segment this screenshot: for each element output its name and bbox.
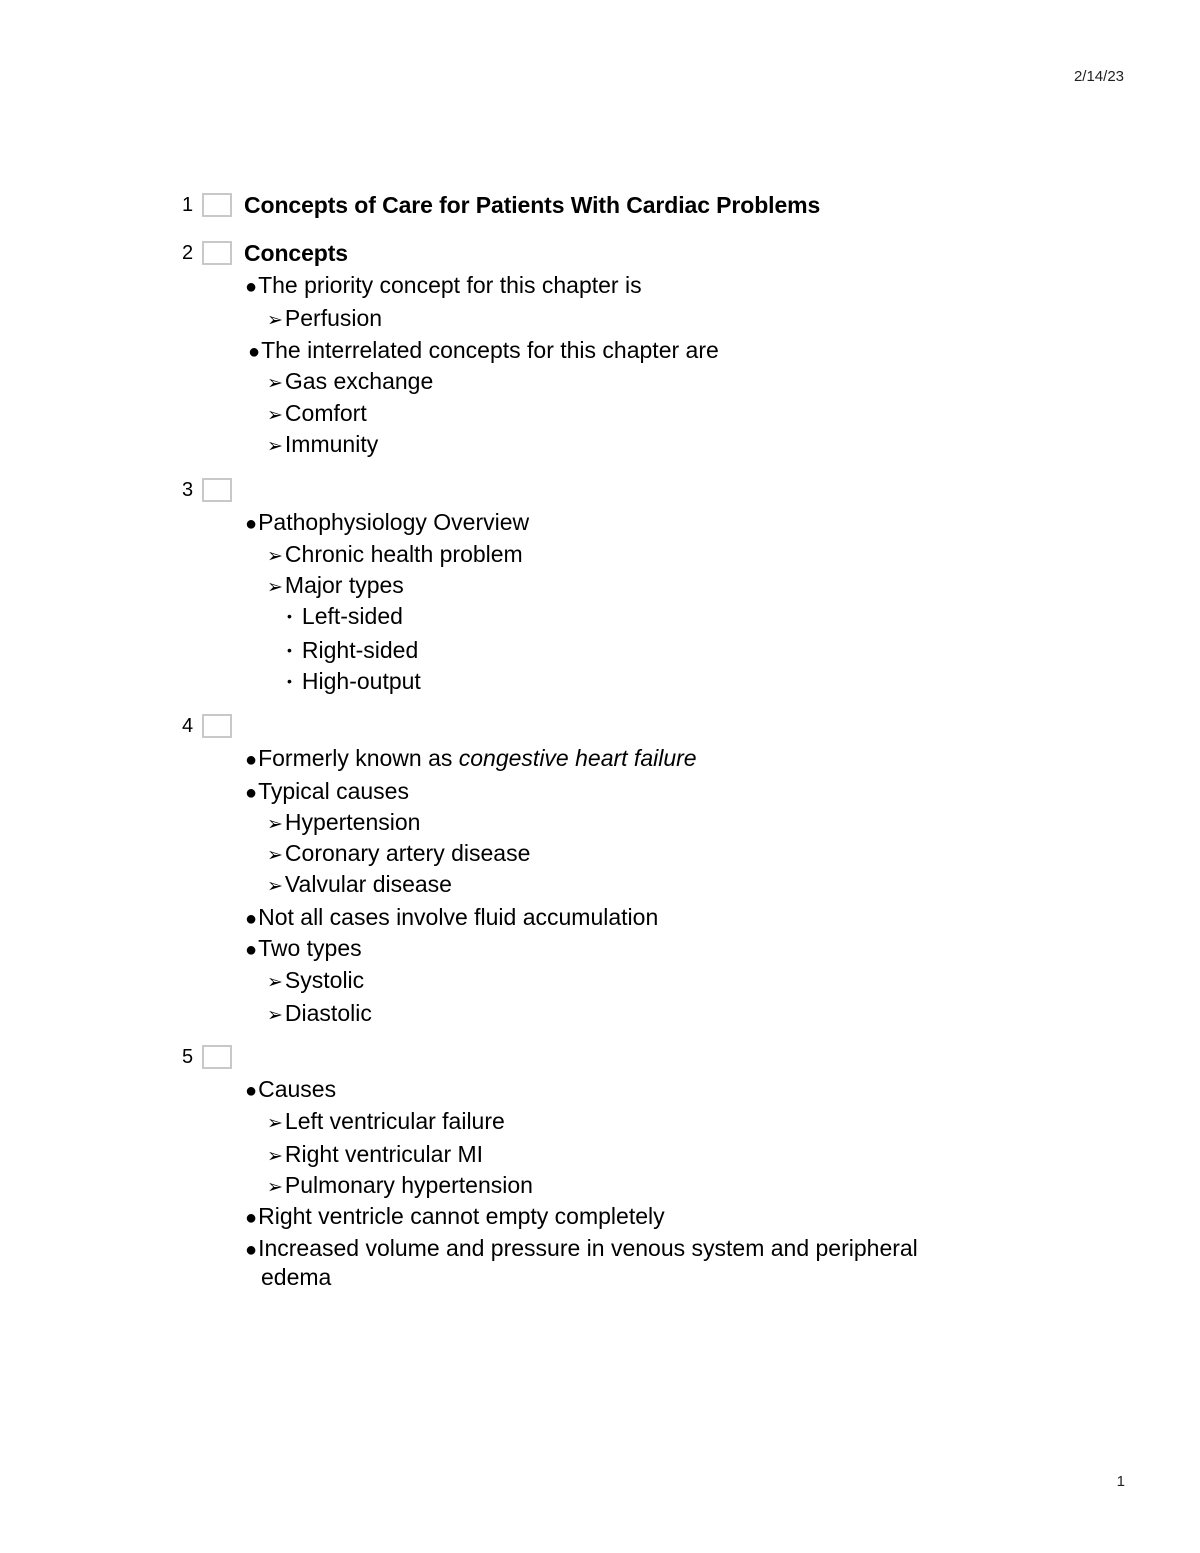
sub-sub-bullet-line: [287, 602, 403, 633]
filled-circle-bullet-icon: ●: [245, 1239, 258, 1261]
bullet-text: High-output: [301, 668, 421, 694]
bullet-text: Chronic health problem: [284, 541, 523, 567]
arrowhead-bullet-icon: ➢: [267, 405, 283, 426]
sub-sub-bullet-line: [287, 636, 418, 667]
small-dot-bullet-icon: •: [287, 642, 292, 658]
sub-bullet-line: [267, 999, 372, 1030]
arrowhead-bullet-icon: ➢: [267, 436, 283, 457]
bullet-text: Left-sided: [301, 603, 403, 629]
slide-number: 1: [182, 193, 194, 216]
slide-5-header: [182, 1041, 232, 1073]
sub-sub-bullet-line: [287, 667, 421, 698]
bullet-text: Two types: [258, 935, 362, 961]
filled-circle-bullet-icon: ●: [245, 939, 258, 961]
slide-thumbnail: [202, 241, 232, 265]
bullet-text: Perfusion: [284, 305, 383, 331]
bullet-text: Comfort: [284, 400, 367, 426]
slide-number: 5: [182, 1045, 194, 1068]
slide-number: 2: [182, 241, 194, 264]
arrowhead-bullet-icon: ➢: [267, 1146, 283, 1167]
bullet-text: Major types: [284, 572, 404, 598]
bullet-line: [245, 1234, 918, 1264]
bullet-text: Typical causes: [258, 778, 409, 804]
bullet-text: Right ventricle cannot empty completely: [258, 1203, 665, 1229]
bullet-text: Formerly known as: [258, 745, 459, 771]
sub-bullet-line: [267, 966, 364, 997]
bullet-text: Right ventricular MI: [284, 1141, 484, 1167]
slide-title: Concepts: [244, 239, 348, 266]
bullet-text: Coronary artery disease: [284, 840, 531, 866]
arrowhead-bullet-icon: ➢: [267, 876, 283, 897]
filled-circle-bullet-icon: ●: [245, 782, 258, 804]
slide-thumbnail: [202, 714, 232, 738]
bullet-text: The priority concept for this chapter is: [258, 272, 642, 298]
bullet-text: Pathophysiology Overview: [258, 509, 530, 535]
filled-circle-bullet-icon: ●: [245, 276, 258, 298]
bullet-line: [245, 903, 658, 933]
arrowhead-bullet-icon: ➢: [267, 1005, 283, 1026]
sub-bullet-line: [267, 870, 452, 901]
bullet-line: [245, 744, 697, 774]
arrowhead-bullet-icon: ➢: [267, 310, 283, 331]
slide-title: Concepts of Care for Patients With Cardiac Problems: [244, 191, 821, 218]
bullet-text: Increased volume and pressure in venous system and peripheral: [258, 1235, 918, 1261]
small-dot-bullet-icon: •: [287, 608, 292, 624]
sub-bullet-line: [267, 367, 433, 398]
sub-bullet-line: [267, 1140, 483, 1171]
filled-circle-bullet-icon: ●: [245, 1207, 258, 1229]
sub-bullet-line: [267, 1171, 533, 1202]
filled-circle-bullet-icon: ●: [245, 908, 258, 930]
slide-number: 3: [182, 478, 194, 501]
filled-circle-bullet-icon: ●: [248, 341, 261, 363]
slide-1-header: [182, 189, 820, 221]
bullet-line: [245, 1202, 665, 1232]
bullet-line: [248, 336, 719, 366]
slide-4-header: [182, 710, 232, 742]
sub-bullet-line: [267, 808, 420, 839]
bullet-line: [245, 508, 529, 538]
small-dot-bullet-icon: •: [287, 673, 292, 689]
filled-circle-bullet-icon: ●: [245, 749, 258, 771]
arrowhead-bullet-icon: ➢: [267, 1113, 283, 1134]
slide-thumbnail: [202, 193, 232, 217]
bullet-continuation-line: [261, 1263, 331, 1291]
slide-thumbnail: [202, 1045, 232, 1069]
slide-2-header: [182, 237, 348, 269]
bullet-text-italic: congestive heart failure: [458, 745, 697, 771]
bullet-text: edema: [261, 1264, 332, 1290]
sub-bullet-line: [267, 839, 530, 870]
arrowhead-bullet-icon: ➢: [267, 373, 283, 394]
arrowhead-bullet-icon: ➢: [267, 577, 283, 598]
arrowhead-bullet-icon: ➢: [267, 814, 283, 835]
bullet-line: [245, 1075, 336, 1105]
sub-bullet-line: [267, 430, 378, 461]
arrowhead-bullet-icon: ➢: [267, 845, 283, 866]
arrowhead-bullet-icon: ➢: [267, 972, 283, 993]
bullet-text: The interrelated concepts for this chapter are: [261, 337, 719, 363]
slide-3-header: [182, 474, 232, 506]
bullet-text: Gas exchange: [284, 368, 434, 394]
bullet-text: Valvular disease: [284, 871, 452, 897]
bullet-text: Pulmonary hypertension: [284, 1172, 533, 1198]
bullet-text: Causes: [258, 1076, 337, 1102]
bullet-text: Left ventricular failure: [284, 1108, 505, 1134]
bullet-line: [245, 271, 642, 301]
bullet-text: Systolic: [284, 967, 365, 993]
page-date: 2/14/23: [1073, 68, 1124, 85]
arrowhead-bullet-icon: ➢: [267, 546, 283, 567]
sub-bullet-line: [267, 540, 523, 571]
bullet-text: Right-sided: [301, 637, 419, 663]
sub-bullet-line: [267, 1107, 505, 1138]
bullet-line: [245, 934, 362, 964]
filled-circle-bullet-icon: ●: [245, 1080, 258, 1102]
slide-thumbnail: [202, 478, 232, 502]
bullet-text: Not all cases involve fluid accumulation: [258, 904, 659, 930]
slide-number: 4: [182, 714, 194, 737]
sub-bullet-line: [267, 399, 367, 430]
bullet-line: [245, 777, 409, 807]
bullet-text: Diastolic: [284, 1000, 372, 1026]
bullet-text: Hypertension: [284, 809, 421, 835]
page-number: 1: [1116, 1473, 1125, 1490]
filled-circle-bullet-icon: ●: [245, 513, 258, 535]
arrowhead-bullet-icon: ➢: [267, 1177, 283, 1198]
sub-bullet-line: [267, 304, 382, 335]
bullet-text: Immunity: [284, 431, 379, 457]
sub-bullet-line: [267, 571, 404, 602]
